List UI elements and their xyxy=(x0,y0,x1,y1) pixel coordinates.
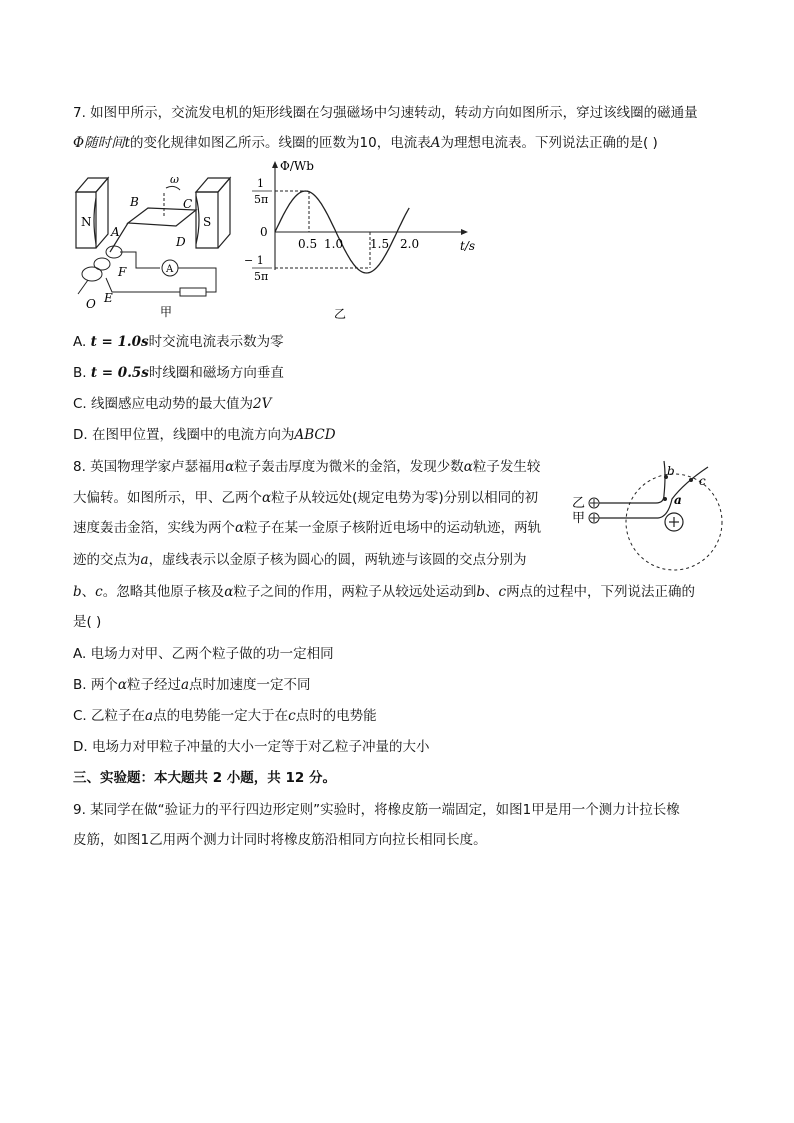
q7-figure-yi xyxy=(240,156,490,321)
q9-stem-line1: 9. 某同学在做“验证力的平行四边形定则”实验时，将橡皮筋一端固定，如图1甲是用一个测力计拉长橡 xyxy=(73,802,680,818)
q8-l2-a: 大偏转。如图所示，甲、乙两个 xyxy=(73,490,262,506)
q7-stem-line1: 7. 如图甲所示，交流发电机的矩形线圈在匀强磁场中匀速转动，转动方向如图所示，穿过该线圈的磁通量 xyxy=(73,105,698,121)
q8-option-b-mid: 粒子经过 xyxy=(126,677,181,693)
label-D: D xyxy=(176,235,186,249)
q7-option-d-text: D. 在图甲位置，线圈中的电流方向为 xyxy=(73,427,295,443)
q8-l5-b2-var: b xyxy=(476,584,485,600)
q8-l3-b: 粒子在某一金原子核附近电场中的运动轨迹，两轨 xyxy=(244,520,542,536)
q8-stem-line2 xyxy=(73,488,538,508)
q8-option-d: D. 电场力对甲粒子冲量的大小一定等于对乙粒子冲量的大小 xyxy=(73,739,430,755)
origin-label: 0 xyxy=(260,225,268,239)
q8-l1-b: 粒子轰击厚度为微米的金箔，发现少数 xyxy=(234,459,464,475)
label-B: B xyxy=(130,195,139,209)
q8-l5-end: 两点的过程中，下列说法正确的 xyxy=(506,584,696,600)
q8-l5-text: 。忽略其他原子核及 xyxy=(102,584,225,600)
caption-yi: 乙 xyxy=(334,307,347,321)
q8-l5-b-var: b xyxy=(73,584,82,600)
ytick-bot-num: − 1 xyxy=(244,254,264,267)
q7-t-var: t xyxy=(124,135,131,151)
axle xyxy=(78,280,88,294)
q8-option-b xyxy=(73,675,311,695)
q7-option-c-math: 2V xyxy=(253,396,272,412)
q8-l3-alpha: α xyxy=(235,520,245,536)
resistor xyxy=(180,288,206,296)
q7-option-d xyxy=(73,425,336,445)
label-A: A xyxy=(111,225,120,239)
q8-option-c-pre: C. 乙粒子在 xyxy=(73,708,146,724)
q8-option-a: A. 电场力对甲、乙两个粒子做的功一定相同 xyxy=(73,646,334,662)
label-n: N xyxy=(81,215,92,229)
q9-stem-line2: 皮筋，如图1乙用两个测力计同时将橡皮筋沿相同方向拉长相同长度。 xyxy=(73,832,487,848)
q8-option-b-a: a xyxy=(180,677,190,693)
q8-l3-a: 速度轰击金箔，实线为两个 xyxy=(73,520,235,536)
label-E: E xyxy=(104,291,113,305)
label-omega: ω xyxy=(170,173,179,186)
q8-l5-c2-var: c xyxy=(498,584,507,600)
ytick-bot-den: 5π xyxy=(254,270,269,283)
y-axis-arrow xyxy=(272,161,278,168)
label-b: b xyxy=(667,464,675,478)
q7-option-d-math: ABCD xyxy=(294,427,336,443)
xtick-2-0: 2.0 xyxy=(400,237,420,251)
q8-l5-sep: 、 xyxy=(81,584,96,600)
q7-option-a-prefix: A. xyxy=(73,334,91,350)
caption-jia: 甲 xyxy=(160,305,173,318)
xtick-1-0: 1.0 xyxy=(324,237,344,251)
q8-stem-line4 xyxy=(73,550,527,570)
q8-l1-c: 粒子发生较 xyxy=(472,459,541,475)
label-a: a xyxy=(674,493,682,507)
xtick-0-5: 0.5 xyxy=(298,237,318,251)
q8-l5-c-var: c xyxy=(95,584,103,600)
q8-option-b-pre: B. 两个 xyxy=(73,677,118,693)
x-axis-arrow xyxy=(461,229,468,235)
rotation-arrow xyxy=(166,186,180,190)
q8-figure xyxy=(568,455,728,585)
xtick-1-5: 1.5 xyxy=(370,237,390,251)
label-c: c xyxy=(699,474,706,488)
q7-stem-line2 xyxy=(73,133,658,153)
q8-stem-line1 xyxy=(73,457,540,477)
label-yi: 乙 xyxy=(572,496,586,511)
x-axis-label: t/s xyxy=(460,239,476,253)
q8-l2-b: 粒子从较远处(规定电势为零)分别以相同的初 xyxy=(271,490,539,506)
q8-stem-line5 xyxy=(73,582,695,602)
q8-l2-alpha: α xyxy=(262,490,272,506)
q7-option-a-text: 时交流电流表示数为零 xyxy=(148,334,284,350)
q7-option-b-math: t = 0.5s xyxy=(90,365,149,381)
q7-text-c: 为理想电流表。下列说法正确的是( ) xyxy=(440,135,658,151)
q8-option-b-post: 点时加速度一定不同 xyxy=(189,677,311,693)
q7-option-a-math: t = 1.0s xyxy=(90,334,149,350)
q8-l1-alpha2: α xyxy=(463,459,473,475)
trajectory-yi xyxy=(599,461,665,503)
q8-option-c-c: c xyxy=(288,708,296,724)
q8-l4-a: 迹的交点为 xyxy=(73,552,141,568)
q8-option-c xyxy=(73,706,377,726)
q8-stem-line3 xyxy=(73,518,541,538)
slip-ring-3 xyxy=(82,267,102,281)
q8-option-b-alpha: α xyxy=(117,677,127,693)
label-F: F xyxy=(118,265,127,279)
q7-figure-jia xyxy=(68,168,238,318)
q8-l4-a-var: a xyxy=(140,552,149,568)
q7-phi-text: Φ随时间 xyxy=(73,135,125,151)
trajectory-jia xyxy=(599,467,708,518)
q7-text-b: 的变化规律如图乙所示。线圈的匝数为10，电流表 xyxy=(130,135,431,151)
q7-option-b-prefix: B. xyxy=(73,365,91,381)
q7-option-b-text: 时线圈和磁场方向垂直 xyxy=(148,365,284,381)
q8-option-c-post: 点时的电势能 xyxy=(295,708,377,724)
q8-l5-text2: 粒子之间的作用，两粒子从较远处运动到 xyxy=(233,584,477,600)
q8-stem-line6: 是( ) xyxy=(73,614,102,630)
q8-option-c-a: a xyxy=(145,708,154,724)
label-s: S xyxy=(203,215,212,229)
q7-option-a xyxy=(73,332,284,352)
q7-option-c xyxy=(73,394,271,414)
y-axis-label: Φ/Wb xyxy=(280,159,314,173)
q8-l1-a: 8. 英国物理学家卢瑟福用 xyxy=(73,459,226,475)
point-c xyxy=(689,478,693,482)
ammeter-label: A xyxy=(166,264,174,275)
label-C: C xyxy=(183,197,193,211)
q7-option-c-text: C. 线圈感应电动势的最大值为 xyxy=(73,396,254,412)
ytick-top-num: 1 xyxy=(257,177,264,190)
section-3-heading: 三、实验题：本大题共 2 小题，共 12 分。 xyxy=(73,770,336,786)
slip-ring-1 xyxy=(106,246,122,258)
ytick-top-den: 5π xyxy=(254,193,269,206)
q8-option-c-mid: 点的电势能一定大于在 xyxy=(153,708,289,724)
q7-option-b xyxy=(73,363,284,383)
magnet-s xyxy=(196,178,230,248)
wire-bottom xyxy=(106,278,180,292)
q8-l1-alpha: α xyxy=(225,459,235,475)
label-O: O xyxy=(86,297,96,311)
point-a xyxy=(663,497,667,501)
label-jia: 甲 xyxy=(572,511,586,526)
q8-l5-alpha: α xyxy=(224,584,234,600)
q8-l5-sep2: 、 xyxy=(485,584,499,600)
q8-l4-b: ，虚线表示以金原子核为圆心的圆，两轨迹与该圆的交点分别为 xyxy=(148,552,527,568)
q7-ammeter-var: A xyxy=(430,135,441,151)
magnet-n xyxy=(76,178,108,248)
